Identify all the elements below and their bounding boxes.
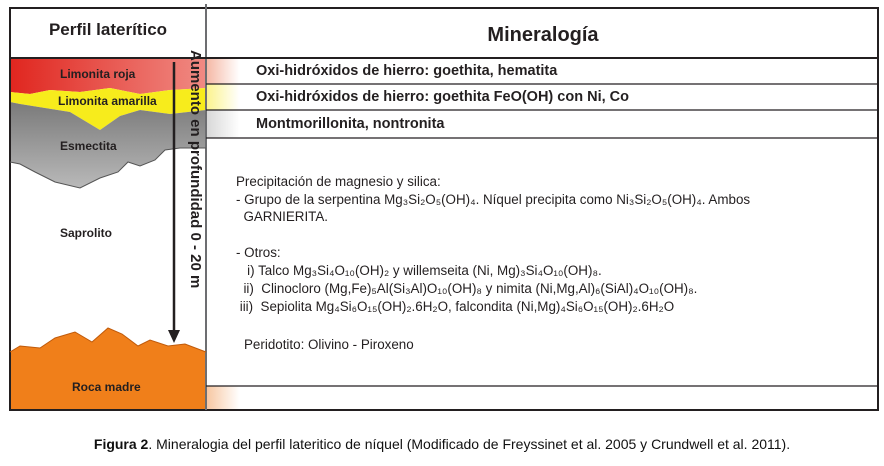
saprolite-line-6: ii) Clinocloro (Mg,Fe)₅Al(Si₃Al)O₁₀(OH)₈ y nimita (Ni,Mg,Al)₆(SiAl)₄O₁₀(OH)₈. (236, 281, 698, 296)
mineralogy-row-esmectita: Montmorillonita, nontronita (256, 116, 445, 132)
saprolite-line-5: i) Talco Mg₃Si₄O₁₀(OH)₂ y willemseita (Ni, Mg)₃Si₄O₁₀(OH)₈. (236, 263, 602, 278)
mineralogy-row-limonita-roja: Oxi-hidróxidos de hierro: goethita, hematita (256, 63, 558, 79)
label-saprolito: Saprolito (60, 226, 113, 240)
figure-caption (0, 436, 884, 452)
saprolite-line-7: iii) Sepiolita Mg₄Si₆O₁₅(OH)₂.6H₂O, falcondita (Ni,Mg)₄Si₆O₁₅(OH)₂.6H₂O (236, 299, 675, 314)
row-roca-bg (206, 386, 878, 410)
label-roca-madre: Roca madre (72, 380, 141, 394)
caption-text: . Mineralogia del perfil lateritico de níquel (Modificado de Freyssinet et al. 2005 y Crundwell et al. 2011). (148, 436, 791, 452)
caption-label: Figura 2 (93, 436, 149, 452)
peridotite-line: Peridotito: Olivino - Piroxeno (244, 337, 414, 352)
depth-arrow-label: Aumento en profundidad 0 - 20 m (187, 50, 204, 289)
label-limonita-roja: Limonita roja (60, 67, 136, 81)
mineralogy-row-limonita-amarilla: Oxi-hidróxidos de hierro: goethita FeO(OH) con Ni, Co (256, 89, 629, 105)
saprolite-line-3: GARNIERITA. (236, 209, 329, 224)
saprolite-line-4: - Otros: (236, 245, 281, 260)
right-column-header: Mineralogía (487, 24, 599, 46)
label-esmectita: Esmectita (60, 139, 117, 153)
label-limonita-amarilla: Limonita amarilla (58, 94, 157, 108)
saprolite-line-1: Precipitación de magnesio y silica: (236, 174, 441, 189)
left-column-header: Perfil laterítico (48, 20, 168, 39)
saprolite-line-2: - Grupo de la serpentina Mg₃Si₂O₅(OH)₄. Níquel precipita como Ni₃Si₂O₅(OH)₄. Ambos (236, 192, 751, 207)
